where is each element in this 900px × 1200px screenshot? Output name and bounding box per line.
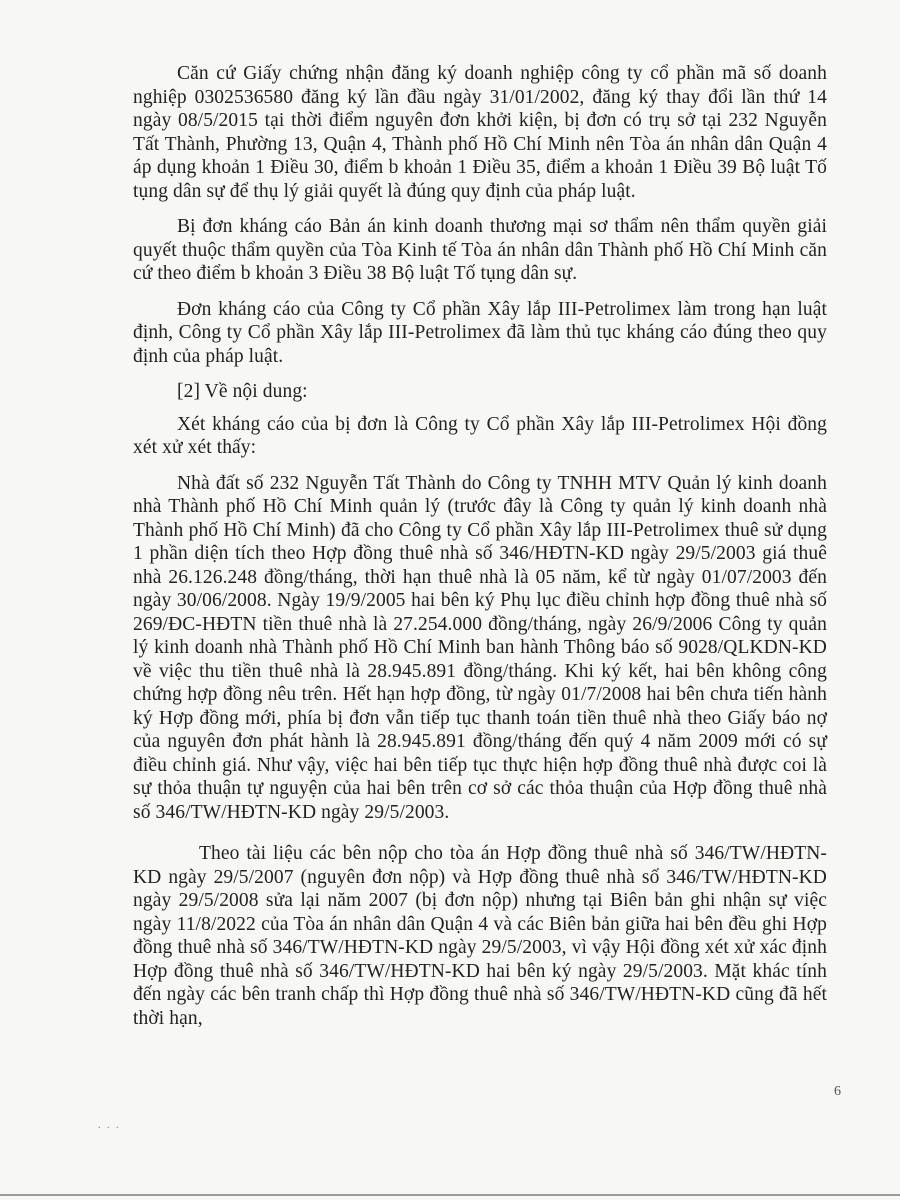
paragraph-council-finding: Xét kháng cáo của bị đơn là Công ty Cổ phần Xây lắp III-Petrolimex Hội đồng xét xử xét thấy: [133,413,827,458]
paragraph-contract-documents: Theo tài liệu các bên nộp cho tòa án Hợp đồng thuê nhà số 346/TW/HĐTN-KD ngày 29/5/2007 (nguyên đơn nộp) và Hợp đồng thuê nhà số 346/TW/HĐTN-KD ngày 29/5/2008 sửa lại năm 2007 (bị đơn nộp) nhưng tại Biên bản ghi nhận sự việc ngày 11/8/2022 của Tòa án nhân dân Quận 4 và các Biên bản giữa hai bên đều ghi Hợp đồng thuê nhà số 346/TW/HĐTN-KD ngày 29/5/2003, vì vậy Hội đồng xét xử xác định Hợp đồng thuê nhà số 346/TW/HĐTN-KD hai bên ký ngày 29/5/2003. Mặt khác tính đến ngày các bên tranh chấp thì Hợp đồng thuê nhà số 346/TW/HĐTN-KD cũng đã hết thời hạn, [133,843,827,1029]
paragraph-appeal-timeliness: Đơn kháng cáo của Công ty Cổ phần Xây lắp III-Petrolimex làm trong hạn luật định, Công ty Cổ phần Xây lắp III-Petrolimex đã làm thủ tục kháng cáo đúng theo quy định của pháp luật. [133,298,827,367]
paragraph-appeal-jurisdiction: Bị đơn kháng cáo Bản án kinh doanh thương mại sơ thẩm nên thẩm quyền giải quyết thuộc thẩm quyền của Tòa Kinh tế Tòa án nhân dân Thành phố Hồ Chí Minh căn cứ theo điểm b khoản 3 Điều 38 Bộ luật Tố tụng dân sự. [133,216,827,284]
paragraph-jurisdiction-basis: Căn cứ Giấy chứng nhận đăng ký doanh nghiệp công ty cổ phần mã số doanh nghiệp 0302536580 đăng ký lần đầu ngày 31/01/2002, đăng ký thay đổi lần thứ 14 ngày 08/5/2015 tại thời điểm nguyên đơn khởi kiện, bị đơn có trụ sở tại 232 Nguyễn Tất Thành, Phường 13, Quận 4, Thành phố Hồ Chí Minh nên Tòa án nhân dân Quận 4 áp dụng khoản 1 Điều 30, điểm b khoản 1 Điều 35, điểm a khoản 1 Điều 39 Bộ luật Tố tụng dân sự để thụ lý giải quyết là đúng quy định của pháp luật. [133,63,827,202]
page-number: 6 [834,1084,841,1099]
section-heading-content: [2] Về nội dung: [177,381,308,402]
document-body [133,62,827,1042]
scan-bottom-edge [0,1194,900,1196]
paragraph-lease-history: Nhà đất số 232 Nguyễn Tất Thành do Công ty TNHH MTV Quản lý kinh doanh nhà Thành phố Hồ Chí Minh quản lý (trước đây là Công ty quản lý kinh doanh nhà Thành phố Hồ Chí Minh) đã cho Công ty Cổ phần Xây lắp III-Petrolimex thuê sử dụng 1 phần diện tích theo Hợp đồng thuê nhà số 346/HĐTN-KD ngày 29/5/2003 giá thuê nhà 26.126.248 đồng/tháng, thời hạn thuê nhà là 05 năm, kể từ ngày 01/07/2003 đến ngày 30/06/2008. Ngày 19/9/2005 hai bên ký Phụ lục điều chỉnh hợp đồng thuê nhà số 269/ĐC-HĐTN tiền thuê nhà là 27.254.000 đồng/tháng, ngày 26/9/2006 Công ty quản lý kinh doanh nhà Thành phố Hồ Chí Minh ban hành Thông báo số 9028/QLKDN-KD về việc thu tiền thuê nhà là 28.945.891 đồng/tháng. Khi ký kết, hai bên không công chứng hợp đồng nêu trên. Hết hạn hợp đồng, từ ngày 01/7/2008 hai bên chưa tiến hành ký Hợp đồng mới, phía bị đơn vẫn tiếp tục thanh toán tiền thuê nhà theo Giấy báo nợ của nguyên đơn phát hành là 28.945.891 đồng/tháng đến quý 4 năm 2009 mới có sự điều chỉnh giá. Như vậy, việc hai bên tiếp tục thực hiện hợp đồng thuê nhà được coi là sự thỏa thuận tự nguyện của hai bên trên cơ sở các thỏa thuận của Hợp đồng thuê nhà số 346/TW/HĐTN-KD ngày 29/5/2003. [133,472,827,823]
scan-marks: . . . [98,1120,121,1131]
